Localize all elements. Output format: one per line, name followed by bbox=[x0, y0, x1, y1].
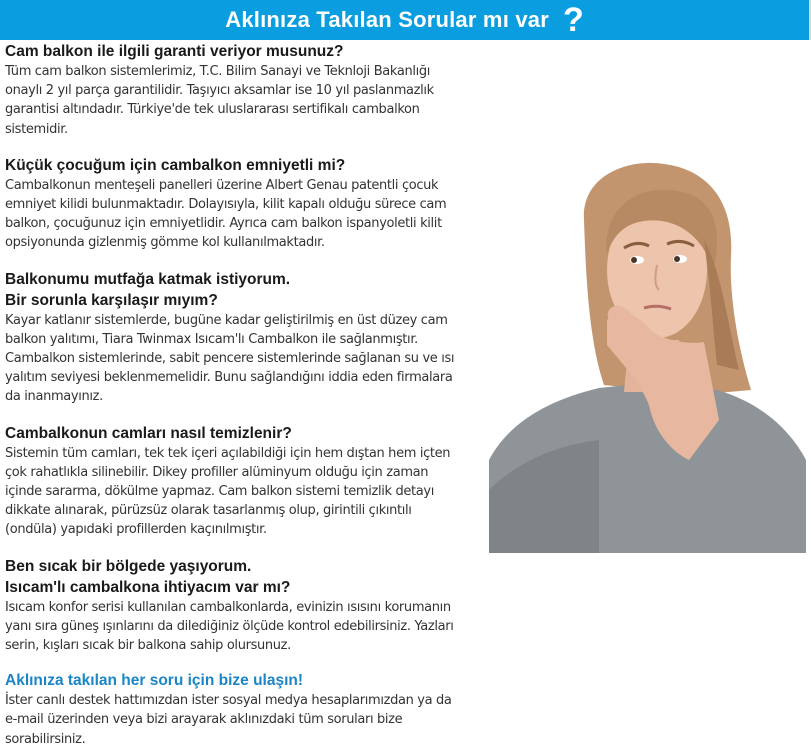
faq-answer: Kayar katlanır sistemlerde, bugüne kadar geliştirilmiş en üst düzey cam balkon yalıtımı, Tiara Twinmax Isıcam'lı Cambalkon ile sağlanmıştır. Cambalkon sistemlerinde, sabit pencere sistemlerinde sağlanan su ve ısı yalıtım seviyesi beklenmemelidir. Bunu sağlandığını iddia eden firmalara da inanmayınız. bbox=[5, 312, 455, 405]
page-header-banner bbox=[0, 0, 811, 40]
faq-question: Küçük çocuğum için cambalkon emniyetli mi? bbox=[5, 156, 346, 174]
faq-question: Balkonumu mutfağa katmak istiyorum. Bir sorunla karşılaşır mıyım? bbox=[5, 270, 291, 309]
faq-item-kitchen bbox=[5, 268, 475, 407]
contact-heading: Aklınıza takılan her soru için bize ulaşın! bbox=[5, 672, 304, 690]
question-mark-icon: ? bbox=[562, 1, 584, 39]
faq-item-hot-region bbox=[5, 555, 475, 656]
faq-answer: Sistemin tüm camları, tek tek içeri açılabildiği için hem dıştan hem içten çok rahatlıkla silinebilir. Dikey profiller alüminyum olduğu için zaman içinde sararma, dökülme yapmaz. Cam balkon sistemi temizlik detayı dikkate alınarak, pürüzsüz olarak tasarlanmış olup, girintili çıkıntılı (ondüla) yapıdaki profillerden kaçınılmıştır. bbox=[5, 445, 451, 538]
faq-answer: Isıcam konfor serisi kullanılan cambalkonlarda, evinizin ısısını korumanın yanı sıra güneş ışınlarını da dilediğiniz ölçüde kontrol edebilirsiniz. Yazları serin, kışları sıcak bir balkona sahip olursunuz. bbox=[5, 599, 454, 654]
faq-content bbox=[5, 40, 475, 749]
page-title: Aklınıza Takılan Sorular mı var bbox=[225, 7, 549, 32]
faq-item-child-safety bbox=[5, 154, 475, 253]
faq-item-cleaning bbox=[5, 422, 475, 540]
woman-thinking-photo bbox=[489, 160, 806, 553]
faq-question: Cambalkonun camları nasıl temizlenir? bbox=[5, 424, 292, 442]
contact-section bbox=[5, 670, 475, 749]
faq-item-warranty bbox=[5, 40, 475, 139]
faq-question: Cam balkon ile ilgili garanti veriyor musunuz? bbox=[5, 43, 344, 60]
faq-answer: Cambalkonun menteşeli panelleri üzerine Albert Genau patentli çocuk emniyet kilidi bulunmaktadır. Dolayısıyla, kilit kapalı olduğu sürece cam balkon, çocuğunuz için emniyetlidir. Ayrıca cam balkon ispanyoletli kilit opsiyonunda gizlenmiş gömme kol kullanılmaktadır. bbox=[5, 177, 447, 251]
faq-answer: Tüm cam balkon sistemlerimiz, T.C. Bilim Sanayi ve Teknloji Bakanlığı onaylı 2 yıl parça garantilidir. Taşıyıcı aksamlar ise 10 yıl paslanmazlık garantisi altındadır. Türkiye'de tek uluslararası sertifikalı cambalkon sistemidir. bbox=[5, 64, 434, 137]
contact-text: İster canlı destek hattımızdan ister sosyal medya hesaplarımızdan ya da e-mail üzerinden veya bizi arayarak aklınızdaki tüm soruları bize sorabilirsiniz. bbox=[5, 693, 452, 747]
faq-question: Ben sıcak bir bölgede yaşıyorum. Isıcam'lı cambalkona ihtiyacım var mı? bbox=[5, 557, 291, 596]
